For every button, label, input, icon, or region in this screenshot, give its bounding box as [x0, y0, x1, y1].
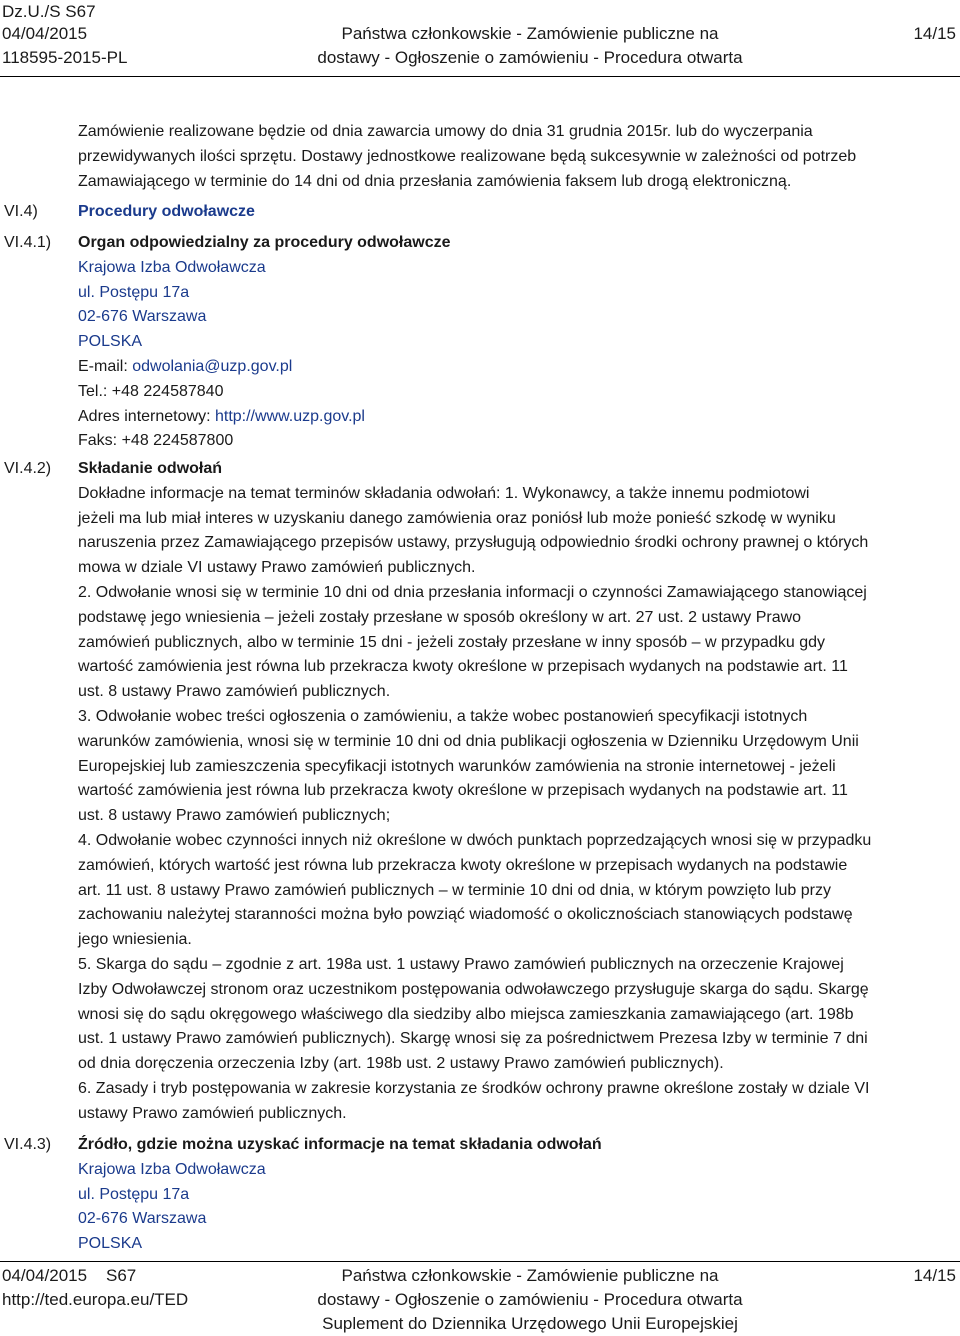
footer-title-line2: dostawy - Ogłoszenie o zamówieniu - Procedura otwarta	[317, 1290, 743, 1309]
section-vi41	[78, 231, 958, 454]
section-title-vi41: Organ odpowiedzialny za procedury odwoławcze	[78, 234, 451, 251]
appeals-line: 3. Odwołanie wobec treści ogłoszenia o zamówieniu, a także wobec postanowień specyfikacji istotnych	[78, 707, 808, 725]
organ-street: ul. Postępu 17a	[78, 283, 190, 301]
appeals-line: wnosi się do sądu okręgowego właściwego dla siedziby albo miejsca zamieszkania zamawiającego (art. 198b	[78, 1005, 854, 1023]
appeals-line: Izby Odwoławczej stronom oraz uczestnikom postępowania odwoławczego przysługuje skarga do sądu. Skargę	[78, 980, 869, 998]
appeals-line: ust. 1 ustawy Prawo zamówień publicznych). Skargę wnosi się za pośrednictwem Prezesa Izby w terminie 7 dni	[78, 1030, 868, 1048]
appeals-line: zamówień, których wartość jest równa lub przekracza kwoty określone w przepisach wydanych na podstawie	[78, 856, 848, 874]
appeals-line: naruszenia przez Zamawiającego przepisów ustawy, przysługują odpowiednio środki ochrony prawnej o których	[78, 534, 869, 552]
appeals-line: od dnia doręczenia orzeczenia Izby (art. 198b ust. 2 ustawy Prawo zamówień publicznych).	[78, 1055, 724, 1073]
appeals-line: 5. Skarga do sądu – zgodnie z art. 198a ust. 1 ustawy Prawo zamówień publicznych na orzeczenie Krajowej	[78, 955, 844, 973]
appeals-line: art. 11 ust. 8 ustawy Prawo zamówień publicznych – w terminie 10 dni od dnia, w którym powzięto lub przy	[78, 881, 831, 899]
www-link[interactable]: http://www.uzp.gov.pl	[214, 407, 365, 425]
www-label: Adres internetowy:	[78, 407, 211, 425]
footer-date	[2, 1264, 136, 1288]
source-street: ul. Postępu 17a	[78, 1185, 190, 1203]
tel-value: +48 224587840	[111, 382, 224, 400]
appeals-line: wartość zamówienia jest równa lub przekracza kwoty określone w przepisach wydanych na podstawie art. 11	[78, 782, 848, 800]
appeals-line: podstawę jego wniesienia – jeżeli zostały przesłane w sposób określony w art. 27 ust. 2 ustawy Prawo	[78, 608, 802, 626]
organ-email-row	[78, 355, 958, 380]
appeals-line: Dokładne informacje na temat terminów składania odwołań: 1. Wykonawcy, a także innemu podmiotowi	[78, 484, 810, 502]
header-date: 04/04/2015	[2, 24, 88, 43]
journal-ref: Dz.U./S S67	[2, 2, 96, 21]
appeals-line: ust. 8 ustawy Prawo zamówień publicznych.	[78, 683, 391, 701]
source-country: POLSKA	[78, 1235, 143, 1253]
appeals-line: 4. Odwołanie wobec czynności innych niż określone w dwóch punktach poprzedzających wnosi się w przypadku	[78, 831, 872, 849]
page-header	[0, 0, 960, 78]
section-number-vi43: VI.4.3)	[4, 1136, 52, 1153]
intro-line: Zamawiającego w terminie do 14 dni od dnia przesłania zamówienia faksem lub drogą elektroniczną.	[78, 172, 792, 190]
email-label: E-mail:	[78, 357, 128, 375]
page-footer	[0, 1262, 960, 1334]
appeals-line: ustawy Prawo zamówień publicznych.	[78, 1104, 347, 1122]
source-city: 02-676 Warszawa	[78, 1210, 207, 1228]
appeals-line: jeżeli ma lub miał interes w uzyskaniu danego zamówienia oraz poniósł lub może ponieść szkodę w wyniku	[78, 509, 836, 527]
tel-label: Tel.:	[78, 382, 108, 400]
section-number-vi42: VI.4.2)	[4, 460, 52, 477]
fax-value: +48 224587800	[121, 432, 234, 450]
appeals-body	[78, 482, 958, 1127]
header-title-line1: Państwa członkowskie - Zamówienie publiczne na	[341, 24, 719, 43]
footer-url[interactable]: http://ted.europa.eu/TED	[2, 1290, 189, 1309]
appeals-line: zamówień publicznych, albo w terminie 15 dni - jeżeli zostały przesłane w inny sposób – w przypadku gdy	[78, 633, 826, 651]
organ-country: POLSKA	[78, 333, 143, 351]
organ-city: 02-676 Warszawa	[78, 308, 207, 326]
doc-id: 118595-2015-PL	[2, 48, 128, 67]
organ-www-row	[78, 405, 958, 430]
footer-date-text: 04/04/2015	[2, 1266, 88, 1285]
intro-line: Zamówienie realizowane będzie od dnia zawarcia umowy do dnia 31 grudnia 2015r. lub do wyczerpania	[78, 123, 813, 140]
organ-name: Krajowa Izba Odwoławcza	[78, 258, 266, 276]
appeals-line: mowa w dziale VI ustawy Prawo zamówień publicznych.	[78, 559, 476, 577]
appeals-line: Europejskiej lub zamieszczenia specyfikacji istotnych warunków zamówienia na stronie internetowej - jeżeli	[78, 757, 836, 775]
section-number-vi41: VI.4.1)	[4, 234, 52, 251]
appeals-line: wartość zamówienia jest równa lub przekracza kwoty określone w przepisach wydanych na podstawie art. 11	[78, 658, 848, 676]
section-vi43	[78, 1133, 958, 1257]
organ-fax-row	[78, 429, 958, 454]
appeals-line: 2. Odwołanie wnosi się w terminie 10 dni od dnia przesłania informacji o czynności Zamawiającego stanowiącej	[78, 583, 867, 601]
footer-series: S67	[106, 1266, 137, 1285]
header-title-line2: dostawy - Ogłoszenie o zamówieniu - Procedura otwarta	[317, 48, 743, 67]
appeals-line: zachowaniu należytej staranności można było powziąć wiadomość o okolicznościach stanowiących podstawę	[78, 906, 853, 924]
appeals-line: jego wniesienia.	[78, 931, 192, 949]
intro-paragraph	[78, 120, 958, 194]
footer-title-line3: Suplement do Dziennika Urzędowego Unii Europejskiej	[322, 1314, 738, 1333]
section-number-vi4: VI.4)	[4, 203, 38, 220]
fax-label: Faks:	[78, 432, 118, 450]
organ-tel-row	[78, 380, 958, 405]
intro-line: przewidywanych ilości sprzętu. Dostawy jednostkowe realizowane będą sukcesywnie w zależności od potrzeb	[78, 147, 857, 165]
footer-page-number: 14/15	[913, 1266, 956, 1285]
section-title-vi42: Składanie odwołań	[78, 460, 223, 477]
section-title-vi43: Źródło, gdzie można uzyskać informacje na temat składania odwołań	[78, 1136, 602, 1153]
section-title-vi4: Procedury odwoławcze	[78, 203, 255, 220]
email-link[interactable]: odwolania@uzp.gov.pl	[132, 357, 293, 375]
source-name: Krajowa Izba Odwoławcza	[78, 1160, 266, 1178]
appeals-line: warunków zamówienia, wnosi się w terminie 10 dni od dnia publikacji ogłoszenia w Dzienniku Urzędowym Unii	[78, 732, 859, 750]
appeals-line: 6. Zasady i tryb postępowania w zakresie korzystania ze środków ochrony prawne określone zostały w dziale VI	[78, 1079, 870, 1097]
header-divider	[0, 76, 960, 77]
appeals-line: ust. 8 ustawy Prawo zamówień publicznych;	[78, 807, 391, 825]
section-vi42	[78, 457, 958, 1127]
footer-title-line1: Państwa członkowskie - Zamówienie publiczne na	[341, 1266, 719, 1285]
header-page-number: 14/15	[913, 24, 956, 43]
